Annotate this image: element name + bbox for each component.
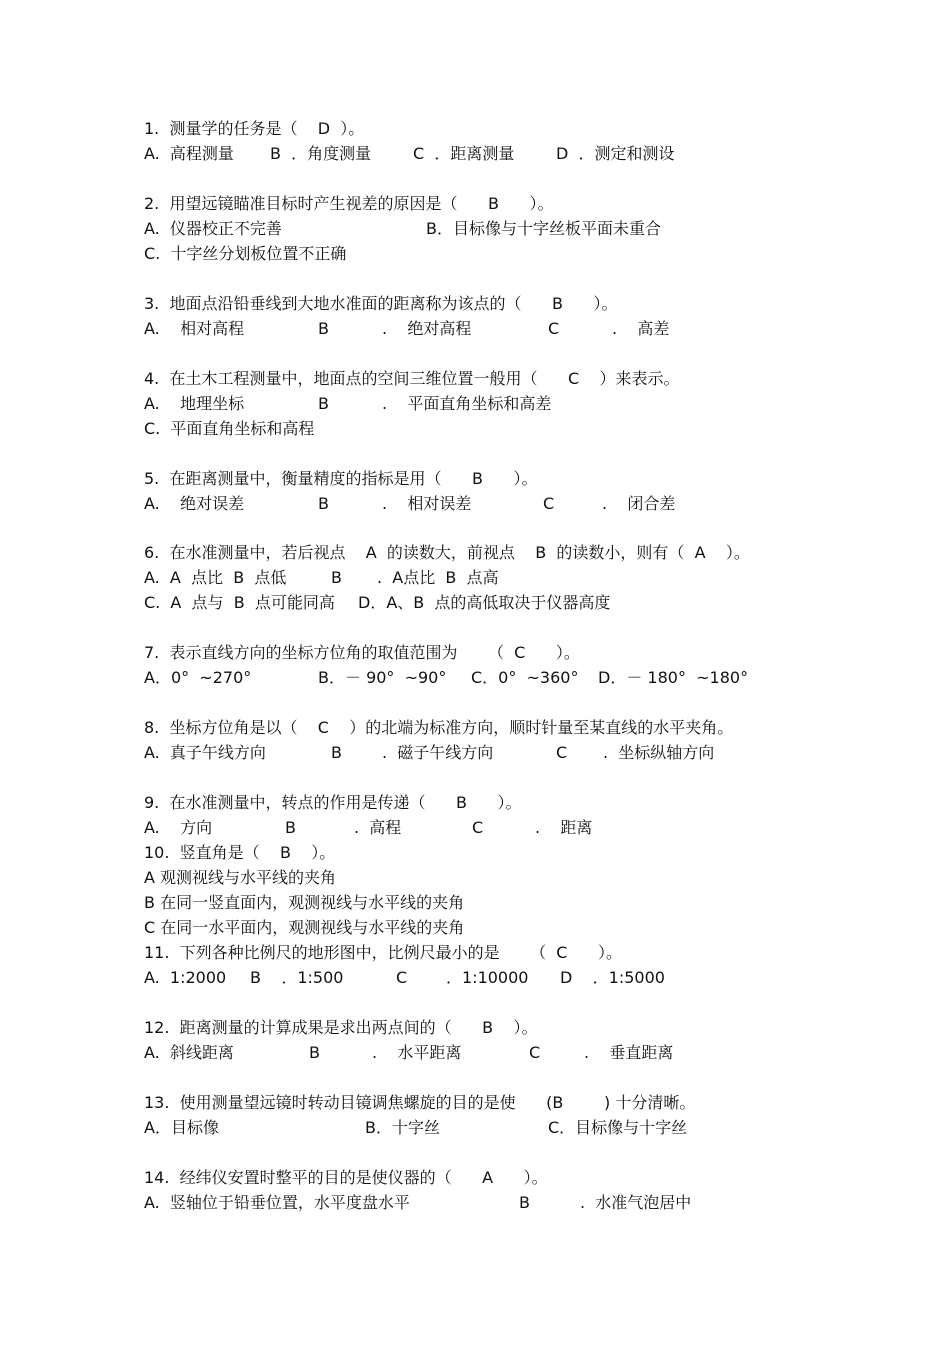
question-7-stem: 7. 表示直线方向的坐标方位角的取值范围为 （ C ）。 (144, 643, 580, 662)
question-6-option-a: A. A 点比 B 点低 (144, 568, 287, 587)
question-5-option-b-letter: B (318, 494, 329, 513)
question-9-option-c-letter: C (472, 818, 484, 837)
question-3-option-c-text: . 高差 (612, 319, 670, 338)
question-14-option-b-letter: B (519, 1193, 530, 1212)
question-12-option-a: A. 斜线距离 (144, 1043, 234, 1062)
question-6-option-c: C. A 点与 B 点可能同高 (144, 593, 335, 612)
question-3-option-a: A. 相对高程 (144, 319, 245, 338)
question-1-option-b: B ．角度测量 (270, 144, 372, 163)
question-11-option-c-letter: C (396, 968, 408, 987)
question-4-option-a: A. 地理坐标 (144, 394, 245, 413)
question-5-option-b-text: . 相对误差 (382, 494, 472, 513)
question-3-option-b-letter: B (318, 319, 329, 338)
question-10-option-a: A 观测视线与水平线的夹角 (144, 868, 337, 887)
question-1-option-c: C ．距离测量 (413, 144, 515, 163)
question-2-option-c: C. 十字丝分划板位置不正确 (144, 244, 347, 263)
question-3-option-c-letter: C (548, 319, 560, 338)
question-2-option-b: B．目标像与十字丝板平面未重合 (426, 219, 661, 238)
question-11-option-d: D ．1:5000 (560, 968, 665, 987)
question-8-stem: 8. 坐标方位角是以（ C ）的北端为标准方向，顺时针量至某直线的水平夹角。 (144, 718, 734, 737)
question-8-option-c-text: . 坐标纵轴方向 (603, 743, 715, 762)
question-4-option-c: C. 平面直角坐标和高程 (144, 419, 315, 438)
question-6-stem: 6. 在水准测量中，若后视点 A 的读数大，前视点 B 的读数小，则有（ A ）。 (144, 543, 750, 562)
question-11-option-a: A. 1:2000 (144, 968, 227, 987)
question-4-stem: 4. 在土木工程测量中，地面点的空间三维位置一般用（ C ）来表示。 (144, 369, 680, 388)
question-6-option-d: D．A、B 点的高低取决于仪器高度 (358, 593, 611, 612)
question-12-option-c-text: . 垂直距离 (584, 1043, 674, 1062)
question-3-option-b-text: . 绝对高程 (382, 319, 472, 338)
question-4-option-b-text: . 平面直角坐标和高差 (382, 394, 552, 413)
question-2-option-a: A. 仪器校正不完善 (144, 219, 282, 238)
question-14-stem: 14. 经纬仪安置时整平的目的是使仪器的（ A ）。 (144, 1168, 548, 1187)
question-11-option-b: B ．1:500 (250, 968, 344, 987)
question-13-stem: 13. 使用测量望远镜时转动目镜调焦螺旋的目的是使 (B ) 十分清晰。 (144, 1093, 696, 1112)
question-9-option-c-text: . 距离 (535, 818, 593, 837)
question-4-option-b-letter: B (318, 394, 329, 413)
question-9-option-a: A. 方向 (144, 818, 213, 837)
question-6-option-b-text: . A点比 B 点高 (377, 568, 499, 587)
question-10-stem: 10. 竖直角是（ B ）。 (144, 843, 336, 862)
question-11-stem: 11. 下列各种比例尺的地形图中，比例尺最小的是 （ C ）。 (144, 943, 622, 962)
question-5-option-a: A. 绝对误差 (144, 494, 245, 513)
question-7-option-c: C．0° ~360° (471, 668, 579, 687)
question-7-option-d: D．－ 180° ~180° (598, 668, 749, 687)
question-9-option-b-letter: B (285, 818, 296, 837)
question-5-stem: 5. 在距离测量中，衡量精度的指标是用（ B ）。 (144, 469, 538, 488)
question-8-option-a: A. 真子午线方向 (144, 743, 266, 762)
question-13-option-b: B．十字丝 (365, 1118, 440, 1137)
question-14-option-a: A. 竖轴位于铅垂位置，水平度盘水平 (144, 1193, 410, 1212)
question-6-option-b-letter: B (331, 568, 342, 587)
question-9-option-b-text: . 高程 (354, 818, 402, 837)
question-5-option-c-letter: C (543, 494, 555, 513)
question-12-option-c-letter: C (529, 1043, 541, 1062)
question-5-option-c-text: . 闭合差 (602, 494, 676, 513)
question-13-option-a: A．目标像 (144, 1118, 219, 1137)
question-8-option-c-letter: C (556, 743, 568, 762)
question-10-option-c: C 在同一水平面内，观测视线与水平线的夹角 (144, 918, 465, 937)
question-1-option-d: D ．测定和测设 (556, 144, 675, 163)
question-3-stem: 3. 地面点沿铅垂线到大地水准面的距离称为该点的（ B ）。 (144, 294, 618, 313)
question-12-option-b-text: . 水平距离 (372, 1043, 462, 1062)
question-1-option-a: A. 高程测量 (144, 144, 234, 163)
question-1-stem: 1. 测量学的任务是（ D ）。 (144, 119, 365, 138)
question-9-stem: 9. 在水准测量中，转点的作用是传递（ B ）。 (144, 793, 522, 812)
question-12-option-b-letter: B (309, 1043, 320, 1062)
question-12-stem: 12. 距离测量的计算成果是求出两点间的（ B ）。 (144, 1018, 538, 1037)
question-2-stem: 2. 用望远镜瞄准目标时产生视差的原因是（ B ）。 (144, 194, 554, 213)
question-13-option-c: C．目标像与十字丝 (548, 1118, 688, 1137)
question-7-option-a: A．0° ~270° (144, 668, 252, 687)
question-11-option-c-text: ．1:10000 (446, 968, 529, 987)
question-14-option-b-text: . 水准气泡居中 (580, 1193, 692, 1212)
question-8-option-b-text: . 磁子午线方向 (382, 743, 494, 762)
question-7-option-b: B．－ 90° ~90° (318, 668, 447, 687)
question-10-option-b: B 在同一竖直面内，观测视线与水平线的夹角 (144, 893, 465, 912)
question-8-option-b-letter: B (331, 743, 342, 762)
